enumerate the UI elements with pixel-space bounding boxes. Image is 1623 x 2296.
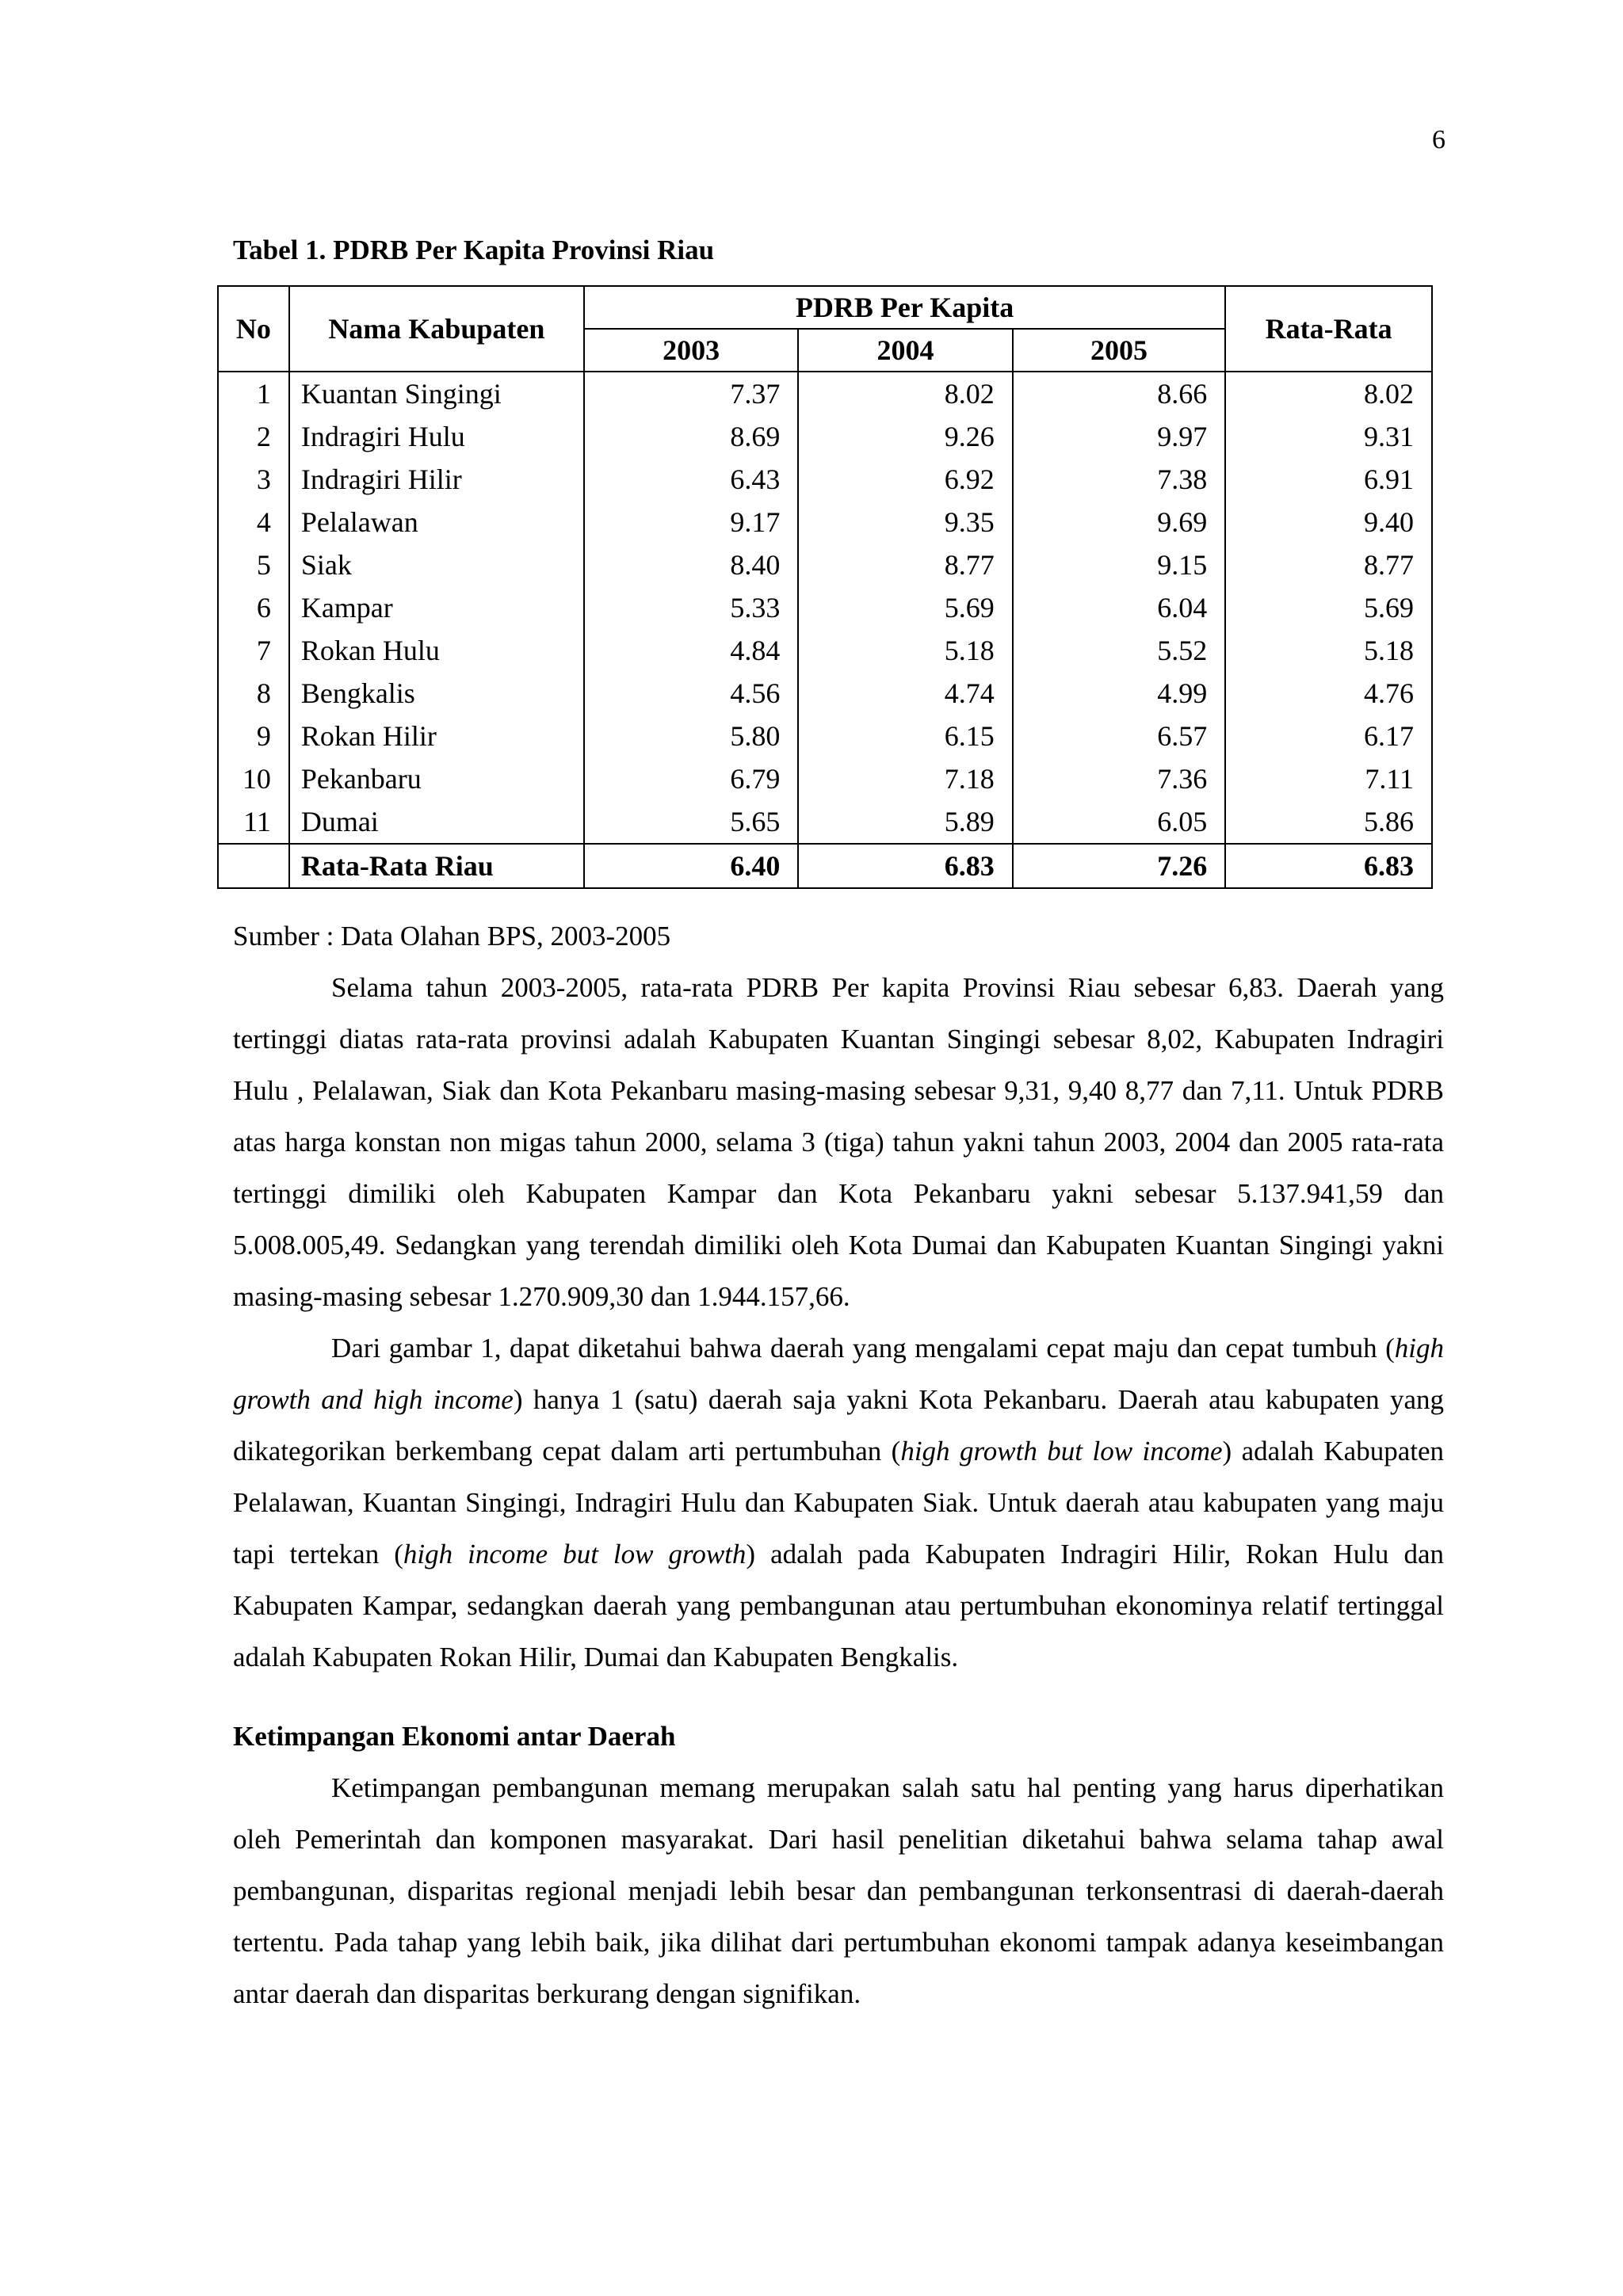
paragraph-2-text: ) hanya 1 (satu) daerah saja yakni Kota Pekanbaru. Daerah atau kabupaten yang dikategorikan berkembang cepat dalam arti pertumbuhan ( (233, 1384, 1444, 1466)
row-value-2003: 6.43 (584, 458, 798, 501)
row-value-2004: 6.92 (798, 458, 1012, 501)
row-value-2005: 6.05 (1013, 800, 1226, 844)
table-row (218, 629, 1432, 672)
row-value-2004: 9.35 (798, 501, 1012, 543)
row-value-2005: 5.52 (1013, 629, 1226, 672)
row-no: 6 (218, 586, 289, 629)
header-no: No (218, 286, 289, 372)
row-value-2005: 8.66 (1013, 372, 1226, 415)
table-row (218, 672, 1432, 715)
row-value-2004: 5.89 (798, 800, 1012, 844)
paragraph-1: Selama tahun 2003-2005, rata-rata PDRB Per kapita Provinsi Riau sebesar 6,83. Daerah yang tertinggi diatas rata-rata provinsi adalah Kabupaten Kuantan Singingi sebesar 8,02, Kabupaten Indragiri Hulu , Pelalawan, Siak dan Kota Pekanbaru masing-masing sebesar 9,31, 9,40 8,77 dan 7,11. Untuk PDRB atas harga konstan non migas tahun 2000, selama 3 (tiga) tahun yakni tahun 2003, 2004 dan 2005 rata-rata tertinggi dimiliki oleh Kabupaten Kampar dan Kota Pekanbaru yakni sebesar 5.137.941,59 dan 5.008.005,49. Sedangkan yang terendah dimiliki oleh Kota Dumai dan Kabupaten Kuantan Singingi yakni masing-masing sebesar 1.270.909,30 dan 1.944.157,66. (233, 972, 1444, 1312)
table-row (218, 501, 1432, 543)
row-value-2004: 8.02 (798, 372, 1012, 415)
total-avg: 6.83 (1225, 844, 1432, 888)
row-name: Dumai (289, 800, 584, 844)
table-row (218, 715, 1432, 757)
paragraph-2-text: ) adalah Kabupaten Pelalawan, Kuantan Singingi, Indragiri Hulu dan Kabupaten Siak. Untuk daerah atau kabupaten yang maju tapi tertekan ( (233, 1436, 1444, 1569)
row-name: Kampar (289, 586, 584, 629)
row-name: Rokan Hilir (289, 715, 584, 757)
row-value-2004: 5.69 (798, 586, 1012, 629)
row-value-2005: 6.04 (1013, 586, 1226, 629)
row-avg: 9.40 (1225, 501, 1432, 543)
row-value-2005: 9.69 (1013, 501, 1226, 543)
row-no: 8 (218, 672, 289, 715)
row-no: 3 (218, 458, 289, 501)
row-no: 4 (218, 501, 289, 543)
row-avg: 5.69 (1225, 586, 1432, 629)
total-name: Rata-Rata Riau (289, 844, 584, 888)
row-name: Indragiri Hilir (289, 458, 584, 501)
header-year-2005: 2005 (1013, 329, 1226, 372)
row-value-2004: 9.26 (798, 415, 1012, 458)
row-avg: 5.18 (1225, 629, 1432, 672)
row-no: 11 (218, 800, 289, 844)
row-value-2003: 6.79 (584, 757, 798, 800)
row-avg: 7.11 (1225, 757, 1432, 800)
row-avg: 8.02 (1225, 372, 1432, 415)
row-value-2003: 5.33 (584, 586, 798, 629)
row-value-2003: 8.69 (584, 415, 798, 458)
row-avg: 9.31 (1225, 415, 1432, 458)
row-avg: 6.17 (1225, 715, 1432, 757)
row-value-2005: 4.99 (1013, 672, 1226, 715)
row-name: Pekanbaru (289, 757, 584, 800)
table-row (218, 372, 1432, 415)
row-avg: 5.86 (1225, 800, 1432, 844)
row-no: 5 (218, 543, 289, 586)
row-value-2004: 5.18 (798, 629, 1012, 672)
pdrb-table (217, 285, 1433, 889)
paragraph-2-text: ) adalah pada Kabupaten Indragiri Hilir, Rokan Hulu dan Kabupaten Kampar, sedangkan daerah yang pembangunan atau pertumbuhan ekonominya relatif tertinggal adalah Kabupaten Rokan Hilir, Dumai dan Kabupaten Bengkalis. (233, 1539, 1444, 1672)
row-value-2003: 4.56 (584, 672, 798, 715)
page-content (233, 230, 1444, 2019)
paragraph-2 (233, 1322, 1444, 1683)
header-group: PDRB Per Kapita (584, 286, 1225, 329)
row-value-2005: 6.57 (1013, 715, 1226, 757)
row-avg: 8.77 (1225, 543, 1432, 586)
header-name: Nama Kabupaten (289, 286, 584, 372)
row-no: 7 (218, 629, 289, 672)
row-value-2003: 4.84 (584, 629, 798, 672)
row-value-2005: 7.36 (1013, 757, 1226, 800)
row-value-2003: 9.17 (584, 501, 798, 543)
table-row (218, 757, 1432, 800)
table-caption: Tabel 1. PDRB Per Kapita Provinsi Riau (233, 235, 715, 265)
total-value-2005: 7.26 (1013, 844, 1226, 888)
section-heading: Ketimpangan Ekonomi antar Daerah (233, 1721, 676, 1752)
row-value-2004: 4.74 (798, 672, 1012, 715)
row-no: 1 (218, 372, 289, 415)
paragraph-2-text: Dari gambar 1, dapat diketahui bahwa daerah yang mengalami cepat maju dan cepat tumbuh ( (331, 1333, 1395, 1363)
total-value-2004: 6.83 (798, 844, 1012, 888)
table-row (218, 800, 1432, 844)
table-source: Sumber : Data Olahan BPS, 2003-2005 (233, 921, 671, 952)
table-total-row (218, 844, 1432, 888)
paragraph-2-italic: high growth but low income (900, 1436, 1223, 1466)
row-name: Rokan Hulu (289, 629, 584, 672)
table-row (218, 458, 1432, 501)
row-no: 10 (218, 757, 289, 800)
header-avg: Rata-Rata (1225, 286, 1432, 372)
table-row (218, 543, 1432, 586)
row-no: 9 (218, 715, 289, 757)
paragraph-2-italic: high growth and high income (233, 1333, 1444, 1415)
row-no: 2 (218, 415, 289, 458)
header-year-2004: 2004 (798, 329, 1012, 372)
row-avg: 6.91 (1225, 458, 1432, 501)
row-value-2005: 9.97 (1013, 415, 1226, 458)
row-name: Bengkalis (289, 672, 584, 715)
total-value-2003: 6.40 (584, 844, 798, 888)
header-year-2003: 2003 (584, 329, 798, 372)
row-value-2004: 6.15 (798, 715, 1012, 757)
total-no (218, 844, 289, 888)
row-value-2004: 7.18 (798, 757, 1012, 800)
row-value-2005: 7.38 (1013, 458, 1226, 501)
table-row (218, 586, 1432, 629)
paragraph-2-italic: high income but low growth (403, 1539, 747, 1569)
row-value-2004: 8.77 (798, 543, 1012, 586)
row-value-2005: 9.15 (1013, 543, 1226, 586)
row-value-2003: 7.37 (584, 372, 798, 415)
row-name: Pelalawan (289, 501, 584, 543)
table-row (218, 415, 1432, 458)
paragraph-3: Ketimpangan pembangunan memang merupakan salah satu hal penting yang harus diperhatikan oleh Pemerintah dan komponen masyarakat. Dari hasil penelitian diketahui bahwa selama tahap awal pembangunan, disparitas regional menjadi lebih besar dan pembangunan terkonsentrasi di daerah-daerah tertentu. Pada tahap yang lebih baik, jika dilihat dari pertumbuhan ekonomi tampak adanya keseimbangan antar daerah dan disparitas berkurang dengan signifikan. (233, 1772, 1444, 2009)
row-name: Siak (289, 543, 584, 586)
row-name: Kuantan Singingi (289, 372, 584, 415)
row-value-2003: 5.80 (584, 715, 798, 757)
row-value-2003: 5.65 (584, 800, 798, 844)
table-body (218, 372, 1432, 888)
page-number: 6 (1432, 125, 1445, 154)
row-avg: 4.76 (1225, 672, 1432, 715)
row-name: Indragiri Hulu (289, 415, 584, 458)
row-value-2003: 8.40 (584, 543, 798, 586)
